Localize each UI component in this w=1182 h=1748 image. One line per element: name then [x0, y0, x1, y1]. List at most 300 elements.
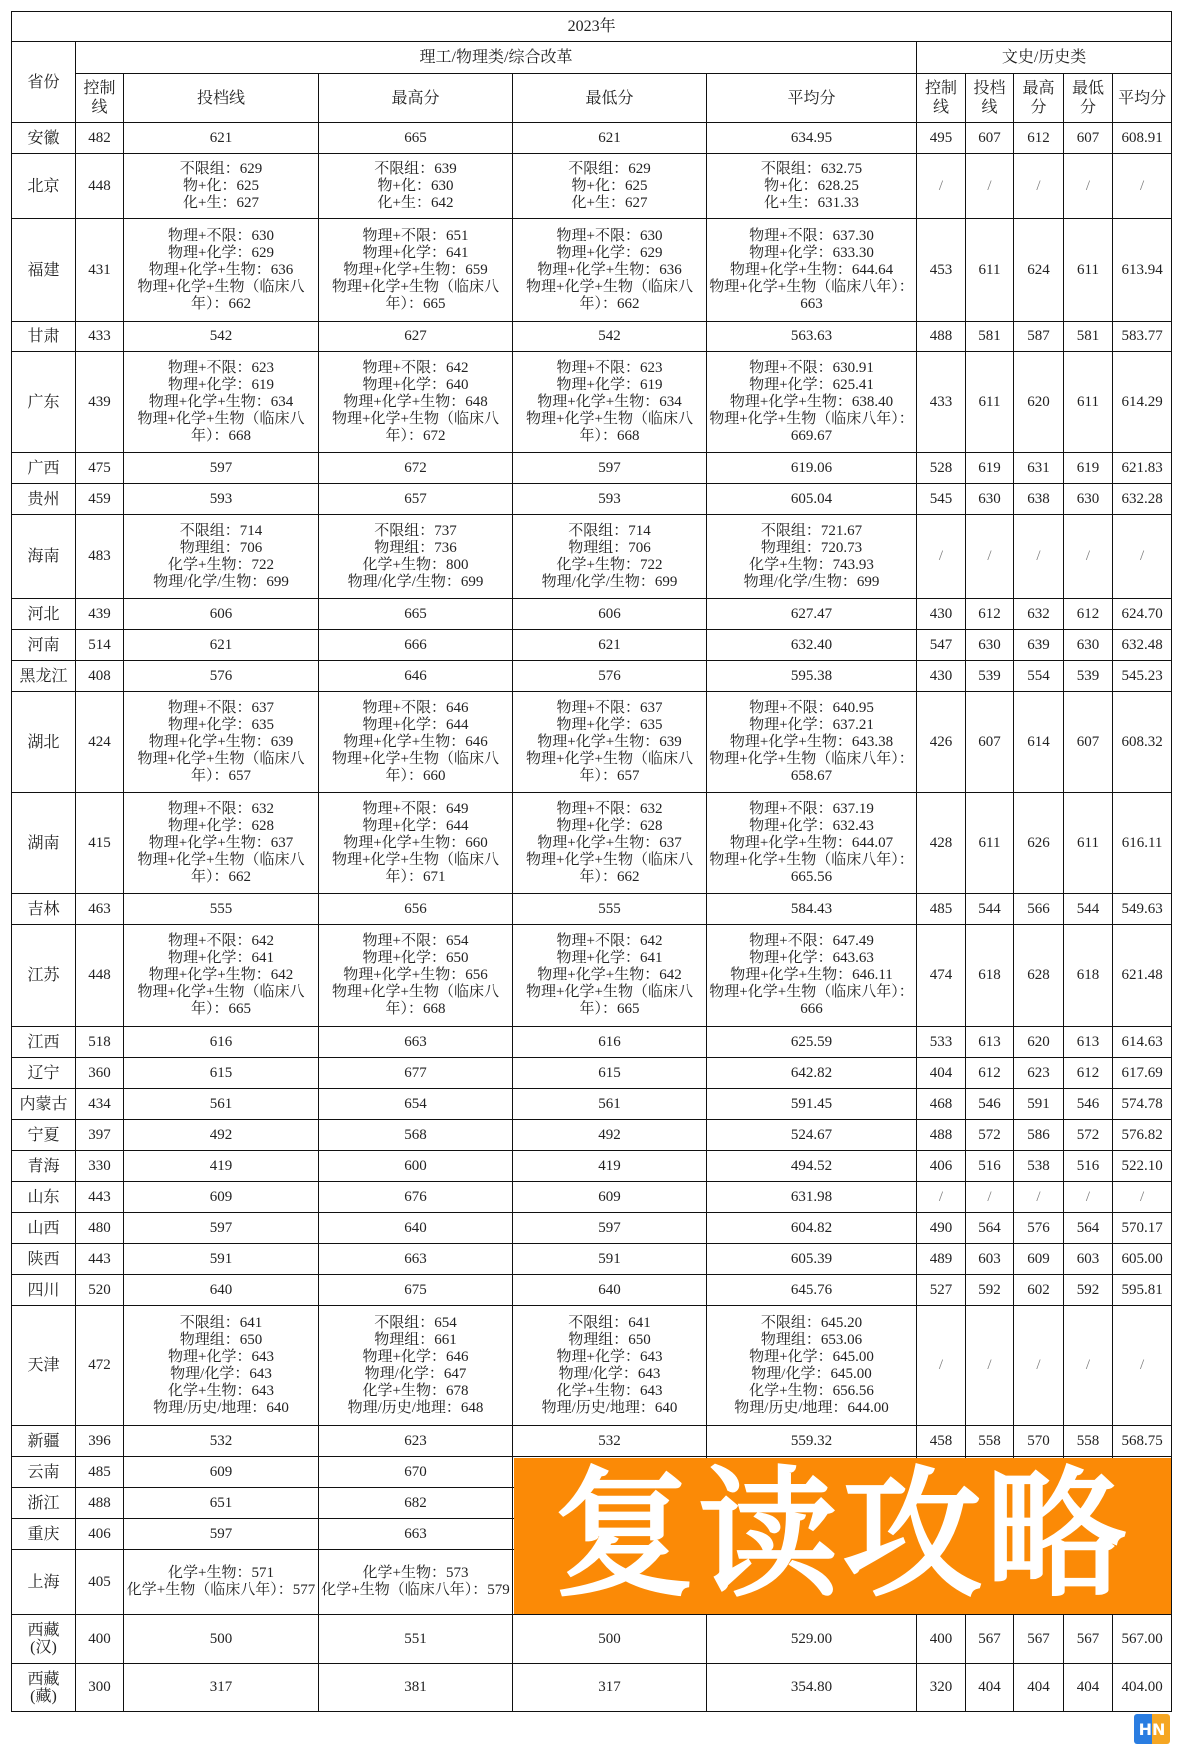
cell-province: 江西	[12, 1027, 76, 1058]
cell-science-control-line: 431	[76, 219, 124, 322]
cell-science-max: 物理+不限：642 物理+化学：640 物理+化学+生物：648 物理+化学+生物（临床八年）：672	[319, 352, 513, 453]
cell-arts-max: 404	[1014, 1664, 1064, 1712]
cell-arts-control-line: 404	[917, 1058, 966, 1089]
header-science-3: 最低分	[513, 74, 707, 123]
cell-science-admission-line: 不限组：629 物+化：625 化+生：627	[124, 154, 319, 219]
cell-arts-control-line: /	[917, 1182, 966, 1213]
cell-province: 浙江	[12, 1488, 76, 1519]
cell-arts-max: /	[1014, 154, 1064, 219]
cell-science-control-line: 433	[76, 322, 124, 352]
cell-science-control-line: 482	[76, 123, 124, 154]
cell-science-max: 656	[319, 894, 513, 925]
cell-science-min: 561	[513, 1089, 707, 1120]
cell-arts-min: 404	[1064, 1664, 1113, 1712]
cell-science-min: 593	[513, 484, 707, 515]
cell-arts-control-line: 433	[917, 352, 966, 453]
cell-arts-avg: 568.75	[1113, 1426, 1172, 1457]
cell-province: 广西	[12, 453, 76, 484]
cell-science-avg: 524.67	[707, 1120, 917, 1151]
cell-province: 河北	[12, 599, 76, 630]
table-row	[12, 1275, 1172, 1306]
cell-arts-control-line: 458	[917, 1426, 966, 1457]
cell-science-min: 物理+不限：637 物理+化学：635 物理+化学+生物：639 物理+化学+生物（临床八年）：657	[513, 692, 707, 793]
cell-arts-admission-line: 539	[966, 661, 1014, 692]
cell-arts-avg: 621.48	[1113, 925, 1172, 1027]
cell-arts-admission-line: 603	[966, 1244, 1014, 1275]
cell-science-min: 542	[513, 322, 707, 352]
cell-science-admission-line: 621	[124, 630, 319, 661]
cell-arts-min: 607	[1064, 123, 1113, 154]
cell-science-min: 597	[513, 1213, 707, 1244]
cell-science-avg: 627.47	[707, 599, 917, 630]
header-arts-4: 平均分	[1113, 74, 1172, 123]
cell-province: 四川	[12, 1275, 76, 1306]
cell-arts-avg: /	[1113, 154, 1172, 219]
cell-science-control-line: 360	[76, 1058, 124, 1089]
cell-arts-admission-line: 558	[966, 1426, 1014, 1457]
cell-arts-avg: 621.83	[1113, 453, 1172, 484]
cell-science-control-line: 439	[76, 352, 124, 453]
cell-arts-min: 581	[1064, 322, 1113, 352]
cell-science-avg: 563.63	[707, 322, 917, 352]
cell-arts-max: /	[1014, 515, 1064, 599]
header-arts-2: 最高分	[1014, 74, 1064, 123]
cell-science-avg: 559.32	[707, 1426, 917, 1457]
table-row	[12, 925, 1172, 1027]
cell-arts-avg: 614.63	[1113, 1027, 1172, 1058]
cell-science-control-line: 408	[76, 661, 124, 692]
cell-arts-avg: 624.70	[1113, 599, 1172, 630]
cell-science-admission-line: 597	[124, 1519, 319, 1550]
table-row	[12, 1027, 1172, 1058]
table-row	[12, 219, 1172, 322]
cell-science-min: 物理+不限：623 物理+化学：619 物理+化学+生物：634 物理+化学+生物（临床八年）：668	[513, 352, 707, 453]
cell-science-min: 555	[513, 894, 707, 925]
cell-science-admission-line: 物理+不限：637 物理+化学：635 物理+化学+生物：639 物理+化学+生物（临床八年）：657	[124, 692, 319, 793]
promo-banner	[514, 1458, 1171, 1614]
cell-science-avg: 不限组：645.20 物理组：653.06 物理+化学：645.00 物理/化学：645.00 化学+生物：656.56 物理/历史/地理：644.00	[707, 1306, 917, 1426]
cell-science-min: 615	[513, 1058, 707, 1089]
cell-science-max: 663	[319, 1027, 513, 1058]
cell-arts-min: 611	[1064, 219, 1113, 322]
cell-science-admission-line: 物理+不限：630 物理+化学：629 物理+化学+生物：636 物理+化学+生物（临床八年）：662	[124, 219, 319, 322]
cell-science-avg: 591.45	[707, 1089, 917, 1120]
cell-science-avg: 619.06	[707, 453, 917, 484]
cell-province: 陕西	[12, 1244, 76, 1275]
cell-science-max: 682	[319, 1488, 513, 1519]
cell-science-max: 657	[319, 484, 513, 515]
cell-science-max: 不限组：639 物+化：630 化+生：642	[319, 154, 513, 219]
cell-arts-control-line: 527	[917, 1275, 966, 1306]
cell-science-avg: 604.82	[707, 1213, 917, 1244]
cell-arts-min: 544	[1064, 894, 1113, 925]
cell-science-admission-line: 532	[124, 1426, 319, 1457]
cell-arts-min: 546	[1064, 1089, 1113, 1120]
cell-arts-control-line: 533	[917, 1027, 966, 1058]
cell-science-max: 654	[319, 1089, 513, 1120]
cell-arts-control-line: 528	[917, 453, 966, 484]
cell-science-admission-line: 不限组：714 物理组：706 化学+生物：722 物理/化学/生物：699	[124, 515, 319, 599]
cell-science-min: 591	[513, 1244, 707, 1275]
cell-science-admission-line: 597	[124, 453, 319, 484]
cell-science-max: 物理+不限：646 物理+化学：644 物理+化学+生物：646 物理+化学+生物（临床八年）：660	[319, 692, 513, 793]
cell-science-avg: 物理+不限：640.95 物理+化学：637.21 物理+化学+生物：643.38 物理+化学+生物（临床八年）：658.67	[707, 692, 917, 793]
cell-science-max: 670	[319, 1457, 513, 1488]
table-row	[12, 661, 1172, 692]
cell-arts-min: /	[1064, 1182, 1113, 1213]
cell-arts-min: 611	[1064, 793, 1113, 894]
cell-arts-control-line: 453	[917, 219, 966, 322]
cell-arts-control-line: 490	[917, 1213, 966, 1244]
cell-science-control-line: 443	[76, 1244, 124, 1275]
cell-science-control-line: 520	[76, 1275, 124, 1306]
cell-science-admission-line: 492	[124, 1120, 319, 1151]
cell-arts-admission-line: 611	[966, 793, 1014, 894]
cell-arts-avg: 570.17	[1113, 1213, 1172, 1244]
cell-arts-avg: 632.28	[1113, 484, 1172, 515]
cell-science-control-line: 405	[76, 1550, 124, 1615]
watermark	[1134, 1714, 1170, 1744]
cell-arts-admission-line: 611	[966, 219, 1014, 322]
cell-science-avg: 595.38	[707, 661, 917, 692]
cell-science-min: 616	[513, 1027, 707, 1058]
cell-arts-avg: 583.77	[1113, 322, 1172, 352]
cell-science-max: 675	[319, 1275, 513, 1306]
cell-arts-min: /	[1064, 515, 1113, 599]
cell-arts-max: /	[1014, 1306, 1064, 1426]
cell-science-admission-line: 物理+不限：623 物理+化学：619 物理+化学+生物：634 物理+化学+生物（临床八年）：668	[124, 352, 319, 453]
cell-arts-min: 516	[1064, 1151, 1113, 1182]
cell-arts-max: 620	[1014, 1027, 1064, 1058]
cell-arts-min: 612	[1064, 1058, 1113, 1089]
cell-science-min: 576	[513, 661, 707, 692]
cell-science-control-line: 397	[76, 1120, 124, 1151]
cell-arts-admission-line: 516	[966, 1151, 1014, 1182]
cell-province: 甘肃	[12, 322, 76, 352]
cell-arts-min: 613	[1064, 1027, 1113, 1058]
cell-arts-avg: 595.81	[1113, 1275, 1172, 1306]
cell-science-avg: 不限组：721.67 物理组：720.73 化学+生物：743.93 物理/化学/生物：699	[707, 515, 917, 599]
cell-science-avg: 物理+不限：637.30 物理+化学：633.30 物理+化学+生物：644.64 物理+化学+生物（临床八年）：663	[707, 219, 917, 322]
cell-science-max: 663	[319, 1244, 513, 1275]
cell-science-avg: 不限组：632.75 物+化：628.25 化+生：631.33	[707, 154, 917, 219]
cell-arts-max: 567	[1014, 1615, 1064, 1664]
cell-science-control-line: 475	[76, 453, 124, 484]
cell-science-min: 物理+不限：632 物理+化学：628 物理+化学+生物：637 物理+化学+生物（临床八年）：662	[513, 793, 707, 894]
cell-science-max: 568	[319, 1120, 513, 1151]
cell-science-max: 化学+生物：573 化学+生物（临床八年）：579	[319, 1550, 513, 1615]
table-title: 2023年	[12, 12, 1172, 42]
cell-province: 重庆	[12, 1519, 76, 1550]
cell-arts-max: 624	[1014, 219, 1064, 322]
cell-science-admission-line: 640	[124, 1275, 319, 1306]
cell-arts-control-line: 474	[917, 925, 966, 1027]
cell-science-control-line: 300	[76, 1664, 124, 1712]
cell-science-control-line: 439	[76, 599, 124, 630]
cell-province: 山西	[12, 1213, 76, 1244]
cell-science-admission-line: 593	[124, 484, 319, 515]
cell-arts-control-line: 488	[917, 1120, 966, 1151]
cell-arts-min: 611	[1064, 352, 1113, 453]
cell-arts-admission-line: 630	[966, 484, 1014, 515]
cell-science-max: 381	[319, 1664, 513, 1712]
table-row	[12, 352, 1172, 453]
cell-arts-control-line: 430	[917, 599, 966, 630]
cell-arts-max: /	[1014, 1182, 1064, 1213]
cell-science-avg: 物理+不限：630.91 物理+化学：625.41 物理+化学+生物：638.40 物理+化学+生物（临床八年）：669.67	[707, 352, 917, 453]
cell-arts-avg: 608.91	[1113, 123, 1172, 154]
cell-science-admission-line: 591	[124, 1244, 319, 1275]
cell-arts-control-line: /	[917, 1306, 966, 1426]
cell-arts-avg: 549.63	[1113, 894, 1172, 925]
cell-science-avg: 529.00	[707, 1615, 917, 1664]
cell-arts-control-line: 495	[917, 123, 966, 154]
cell-province: 西藏 (藏)	[12, 1664, 76, 1712]
cell-province: 黑龙江	[12, 661, 76, 692]
cell-province: 上海	[12, 1550, 76, 1615]
cell-arts-max: 576	[1014, 1213, 1064, 1244]
cell-province: 江苏	[12, 925, 76, 1027]
cell-arts-avg: 608.32	[1113, 692, 1172, 793]
cell-arts-avg: /	[1113, 515, 1172, 599]
cell-arts-max: 612	[1014, 123, 1064, 154]
cell-arts-min: 612	[1064, 599, 1113, 630]
cell-arts-admission-line: /	[966, 154, 1014, 219]
cell-arts-avg: 567.00	[1113, 1615, 1172, 1664]
cell-arts-control-line: 488	[917, 322, 966, 352]
cell-arts-min: /	[1064, 154, 1113, 219]
cell-arts-max: 631	[1014, 453, 1064, 484]
cell-science-max: 627	[319, 322, 513, 352]
table-row	[12, 692, 1172, 793]
cell-science-control-line: 448	[76, 154, 124, 219]
cell-arts-max: 609	[1014, 1244, 1064, 1275]
promo-banner-text: 复读攻略	[554, 1457, 1131, 1614]
cell-science-avg: 605.04	[707, 484, 917, 515]
cell-arts-control-line: 485	[917, 894, 966, 925]
cell-arts-max: 554	[1014, 661, 1064, 692]
cell-arts-avg: 616.11	[1113, 793, 1172, 894]
cell-arts-control-line: 547	[917, 630, 966, 661]
table-row	[12, 1664, 1172, 1712]
cell-science-avg: 642.82	[707, 1058, 917, 1089]
table-row	[12, 1615, 1172, 1664]
cell-province: 安徽	[12, 123, 76, 154]
table-row	[12, 1426, 1172, 1457]
table-row	[12, 1120, 1172, 1151]
table-row	[12, 1151, 1172, 1182]
cell-science-admission-line: 542	[124, 322, 319, 352]
cell-arts-avg: 576.82	[1113, 1120, 1172, 1151]
cell-science-max: 666	[319, 630, 513, 661]
cell-science-min: 609	[513, 1182, 707, 1213]
cell-science-control-line: 406	[76, 1519, 124, 1550]
cell-province: 宁夏	[12, 1120, 76, 1151]
cell-science-min: 492	[513, 1120, 707, 1151]
cell-arts-admission-line: 619	[966, 453, 1014, 484]
table-row	[12, 630, 1172, 661]
header-science-4: 平均分	[707, 74, 917, 123]
cell-science-min: 317	[513, 1664, 707, 1712]
cell-arts-max: 620	[1014, 352, 1064, 453]
cell-science-max: 665	[319, 599, 513, 630]
cell-arts-avg: /	[1113, 1306, 1172, 1426]
cell-arts-admission-line: 618	[966, 925, 1014, 1027]
cell-arts-admission-line: /	[966, 1306, 1014, 1426]
table-row	[12, 154, 1172, 219]
cell-province: 海南	[12, 515, 76, 599]
cell-arts-min: 618	[1064, 925, 1113, 1027]
cell-science-max: 551	[319, 1615, 513, 1664]
cell-science-admission-line: 317	[124, 1664, 319, 1712]
cell-arts-min: 564	[1064, 1213, 1113, 1244]
cell-science-min: 419	[513, 1151, 707, 1182]
cell-arts-admission-line: 611	[966, 352, 1014, 453]
cell-arts-control-line: 489	[917, 1244, 966, 1275]
cell-science-control-line: 483	[76, 515, 124, 599]
cell-science-control-line: 415	[76, 793, 124, 894]
cell-arts-admission-line: 630	[966, 630, 1014, 661]
cell-arts-min: 592	[1064, 1275, 1113, 1306]
cell-science-max: 物理+不限：649 物理+化学：644 物理+化学+生物：660 物理+化学+生物（临床八年）：671	[319, 793, 513, 894]
cell-arts-control-line: /	[917, 154, 966, 219]
cell-arts-min: 630	[1064, 484, 1113, 515]
cell-science-max: 663	[319, 1519, 513, 1550]
cell-province: 湖北	[12, 692, 76, 793]
cell-arts-avg: 617.69	[1113, 1058, 1172, 1089]
cell-arts-min: 630	[1064, 630, 1113, 661]
cell-science-avg: 631.98	[707, 1182, 917, 1213]
cell-arts-admission-line: 612	[966, 599, 1014, 630]
cell-science-max: 640	[319, 1213, 513, 1244]
cell-science-min: 500	[513, 1615, 707, 1664]
cell-arts-min: 558	[1064, 1426, 1113, 1457]
cell-arts-avg: 605.00	[1113, 1244, 1172, 1275]
cell-science-avg: 354.80	[707, 1664, 917, 1712]
cell-science-admission-line: 621	[124, 123, 319, 154]
header-arts-1: 投档线	[966, 74, 1014, 123]
cell-science-control-line: 485	[76, 1457, 124, 1488]
cell-province: 广东	[12, 352, 76, 453]
cell-science-max: 不限组：654 物理组：661 物理+化学：646 物理/化学：647 化学+生物：678 物理/历史/地理：648	[319, 1306, 513, 1426]
table-row	[12, 515, 1172, 599]
cell-province: 天津	[12, 1306, 76, 1426]
cell-science-control-line: 330	[76, 1151, 124, 1182]
cell-science-admission-line: 597	[124, 1213, 319, 1244]
cell-arts-avg: 522.10	[1113, 1151, 1172, 1182]
cell-province: 河南	[12, 630, 76, 661]
cell-science-min: 不限组：714 物理组：706 化学+生物：722 物理/化学/生物：699	[513, 515, 707, 599]
cell-arts-control-line: 400	[917, 1615, 966, 1664]
cell-science-avg: 494.52	[707, 1151, 917, 1182]
cell-province: 云南	[12, 1457, 76, 1488]
header-science-group: 理工/物理类/综合改革	[76, 42, 917, 74]
cell-arts-max: 587	[1014, 322, 1064, 352]
cell-science-admission-line: 561	[124, 1089, 319, 1120]
cell-arts-max: 614	[1014, 692, 1064, 793]
table-row	[12, 793, 1172, 894]
cell-arts-max: 602	[1014, 1275, 1064, 1306]
cell-science-avg: 634.95	[707, 123, 917, 154]
cell-arts-admission-line: 546	[966, 1089, 1014, 1120]
cell-science-min: 不限组：629 物+化：625 化+生：627	[513, 154, 707, 219]
table-row	[12, 1213, 1172, 1244]
cell-arts-max: 566	[1014, 894, 1064, 925]
cell-science-admission-line: 616	[124, 1027, 319, 1058]
cell-science-max: 不限组：737 物理组：736 化学+生物：800 物理/化学/生物：699	[319, 515, 513, 599]
cell-science-max: 677	[319, 1058, 513, 1089]
cell-arts-min: 539	[1064, 661, 1113, 692]
cell-science-min: 物理+不限：630 物理+化学：629 物理+化学+生物：636 物理+化学+生物（临床八年）：662	[513, 219, 707, 322]
cell-arts-avg: 545.23	[1113, 661, 1172, 692]
cell-arts-max: 586	[1014, 1120, 1064, 1151]
table-row	[12, 1182, 1172, 1213]
cell-science-control-line: 472	[76, 1306, 124, 1426]
table-row	[12, 123, 1172, 154]
cell-province: 北京	[12, 154, 76, 219]
cell-arts-control-line: /	[917, 515, 966, 599]
cell-science-control-line: 448	[76, 925, 124, 1027]
cell-science-admission-line: 576	[124, 661, 319, 692]
header-arts-0: 控制线	[917, 74, 966, 123]
cell-science-control-line: 459	[76, 484, 124, 515]
cell-province: 西藏 (汉)	[12, 1615, 76, 1664]
cell-science-admission-line: 555	[124, 894, 319, 925]
cell-science-min: 532	[513, 1426, 707, 1457]
cell-science-min: 621	[513, 630, 707, 661]
header-arts-3: 最低分	[1064, 74, 1113, 123]
cell-science-admission-line: 615	[124, 1058, 319, 1089]
cell-science-admission-line: 651	[124, 1488, 319, 1519]
cell-science-avg: 632.40	[707, 630, 917, 661]
cell-arts-avg: 614.29	[1113, 352, 1172, 453]
cell-science-admission-line: 化学+生物：571 化学+生物（临床八年）：577	[124, 1550, 319, 1615]
cell-arts-max: 628	[1014, 925, 1064, 1027]
cell-science-admission-line: 物理+不限：642 物理+化学：641 物理+化学+生物：642 物理+化学+生物（临床八年）：665	[124, 925, 319, 1027]
table-row	[12, 1058, 1172, 1089]
cell-science-avg: 625.59	[707, 1027, 917, 1058]
cell-science-control-line: 518	[76, 1027, 124, 1058]
cell-arts-admission-line: 572	[966, 1120, 1014, 1151]
cell-science-min: 640	[513, 1275, 707, 1306]
cell-arts-max: 570	[1014, 1426, 1064, 1457]
cell-arts-control-line: 426	[917, 692, 966, 793]
table-row	[12, 894, 1172, 925]
table-row	[12, 1306, 1172, 1426]
cell-arts-control-line: 430	[917, 661, 966, 692]
cell-arts-max: 623	[1014, 1058, 1064, 1089]
cell-arts-min: 607	[1064, 692, 1113, 793]
cell-science-control-line: 480	[76, 1213, 124, 1244]
cell-arts-admission-line: 567	[966, 1615, 1014, 1664]
cell-science-min: 606	[513, 599, 707, 630]
cell-science-admission-line: 500	[124, 1615, 319, 1664]
cell-arts-min: 567	[1064, 1615, 1113, 1664]
cell-science-admission-line: 609	[124, 1182, 319, 1213]
cell-arts-control-line: 428	[917, 793, 966, 894]
cell-arts-max: 638	[1014, 484, 1064, 515]
cell-arts-admission-line: 581	[966, 322, 1014, 352]
cell-science-avg: 605.39	[707, 1244, 917, 1275]
header-arts-group: 文史/历史类	[917, 42, 1172, 74]
cell-arts-control-line: 545	[917, 484, 966, 515]
cell-science-max: 676	[319, 1182, 513, 1213]
cell-science-max: 600	[319, 1151, 513, 1182]
cell-arts-admission-line: 564	[966, 1213, 1014, 1244]
cell-science-max: 623	[319, 1426, 513, 1457]
cell-science-admission-line: 609	[124, 1457, 319, 1488]
cell-arts-min: 572	[1064, 1120, 1113, 1151]
